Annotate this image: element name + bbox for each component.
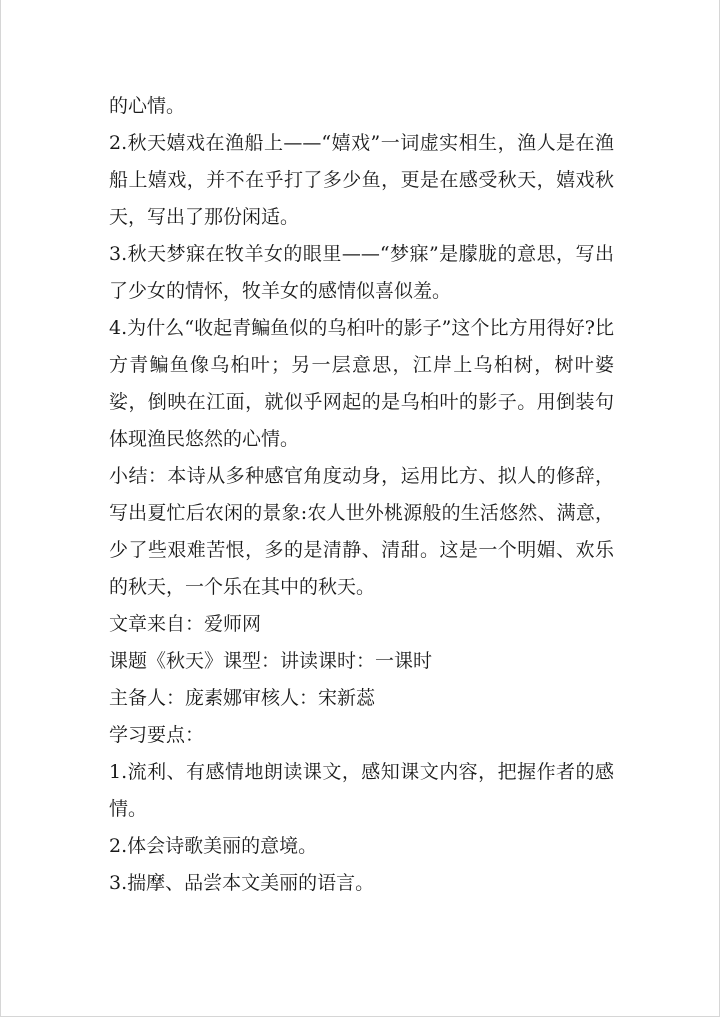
paragraph-continuation: 的心情。 [109, 95, 186, 117]
paragraph-lesson-title: 课题《秋天》课型：讲读课时：一课时 [109, 650, 433, 672]
paragraph-point-2: 2.秋天嬉戏在渔船上——“嬉戏”一词虚实相生，渔人是在渔船上嬉戏，并不在乎打了多少鱼，更是在感受秋天，嬉戏秋天，写出了那份闲适。 [109, 132, 614, 228]
paragraph-summary: 小结：本诗从多种感官角度动身，运用比方、拟人的修辞，写出夏忙后农闲的景象:农人世外桃源般的生活悠然、满意，少了些艰难苦恨，多的是清静、清甜。这是一个明媚、欢乐的秋天，一个乐在其中的秋天。 [109, 465, 614, 598]
paragraph-point-4: 4.为什么“收起青鳊鱼似的乌桕叶的影子”这个比方用得好?比方青鳊鱼像乌桕叶；另一层意思，江岸上乌桕树，树叶婆娑，倒映在江面，就似乎网起的是乌桕叶的影子。用倒装句体现渔民悠然的心情。 [109, 317, 614, 450]
paragraph-key-point-2: 2.体会诗歌美丽的意境。 [109, 835, 318, 857]
document-body [109, 88, 614, 902]
paragraph-key-points-heading: 学习要点： [109, 724, 205, 746]
paragraph-preparers: 主备人：庞素娜审核人：宋新蕊 [109, 687, 376, 709]
paragraph-source: 文章来自：爱师网 [109, 613, 262, 635]
paragraph-key-point-1: 1.流利、有感情地朗读课文，感知课文内容，把握作者的感情。 [109, 761, 614, 820]
paragraph-point-3: 3.秋天梦寐在牧羊女的眼里——“梦寐”是朦胧的意思，写出了少女的情怀，牧羊女的感情似喜似羞。 [109, 243, 614, 302]
paragraph-key-point-3: 3.揣摩、品尝本文美丽的语言。 [109, 872, 375, 894]
